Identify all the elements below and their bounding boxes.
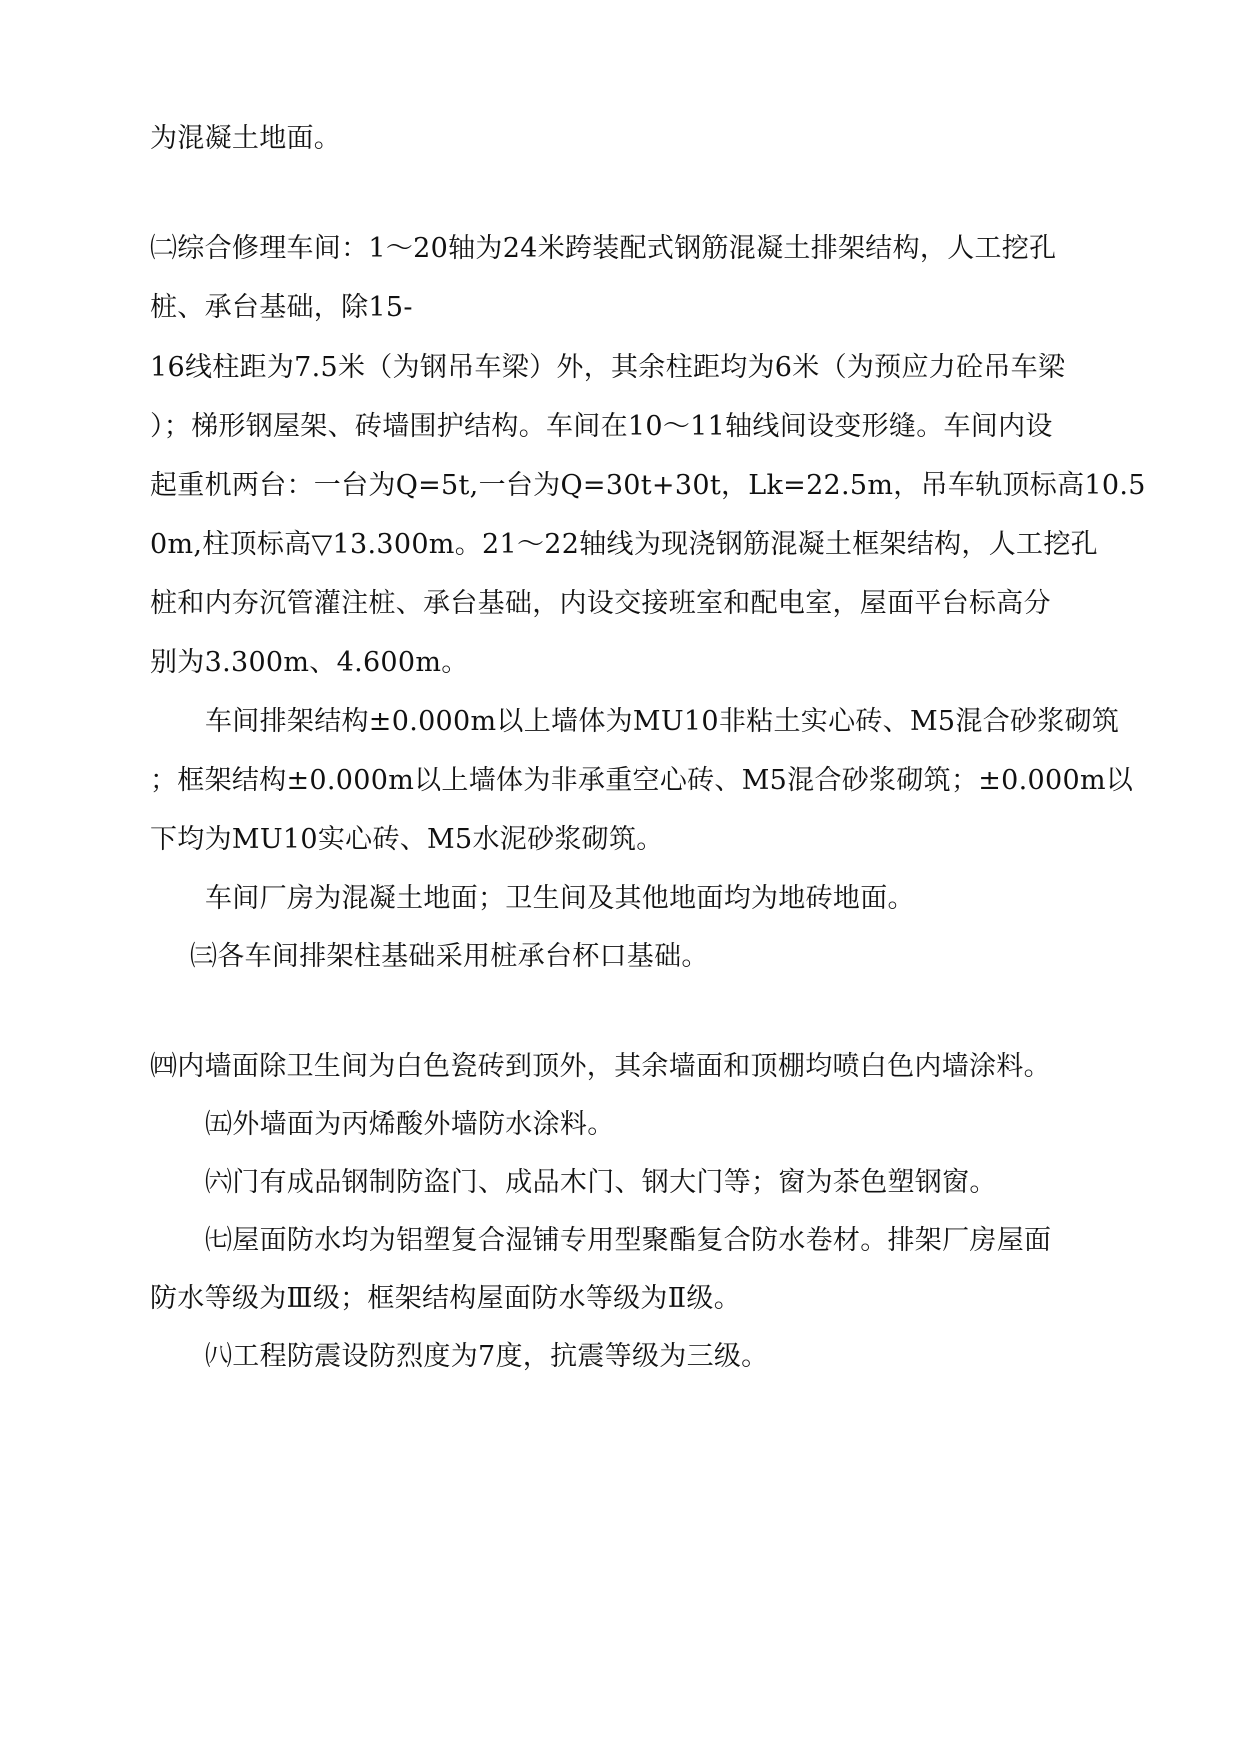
text-line: 0m,柱顶标高▽13.300m。21～22轴线为现浇钢筋混凝土框架结构，人工挖孔 <box>150 529 1098 560</box>
text-line: 桩和内夯沉管灌注桩、承台基础，内设交接班室和配电室，屋面平台标高分 <box>150 588 1051 619</box>
text-line: ；框架结构±0.000m以上墙体为非承重空心砖、M5混合砂浆砌筑；±0.000m以 <box>150 765 1134 796</box>
section-6-line: ㈥门有成品钢制防盗门、成品木门、钢大门等；窗为茶色塑钢窗。 <box>205 1167 997 1198</box>
text-line: 起重机两台：一台为Q=5t,一台为Q=30t+30t，Lk=22.5m，吊车轨顶标高10.5 <box>150 470 1146 501</box>
text-line: 为混凝土地面。 <box>150 123 342 154</box>
section-4-line: ㈣内墙面除卫生间为白色瓷砖到顶外，其余墙面和顶棚均喷白色内墙涂料。 <box>150 1051 1051 1082</box>
section-3-line: ㈢各车间排架柱基础采用桩承台杯口基础。 <box>190 941 709 972</box>
text-line: ）；梯形钢屋架、砖墙围护结构。车间在10～11轴线间设变形缝。车间内设 <box>150 411 1053 442</box>
text-line: 防水等级为Ⅲ级；框架结构屋面防水等级为Ⅱ级。 <box>150 1283 741 1314</box>
text-line: 16线柱距为7.5米（为钢吊车梁）外，其余柱距均为6米（为预应力砼吊车梁 <box>150 352 1066 383</box>
section-2-heading-line: ㈡综合修理车间：1～20轴为24米跨装配式钢筋混凝土排架结构，人工挖孔 <box>150 233 1057 264</box>
text-line: 车间排架结构±0.000m以上墙体为MU10非粘土实心砖、M5混合砂浆砌筑 <box>205 706 1120 737</box>
text-line: 桩、承台基础，除15- <box>150 292 413 323</box>
text-line: 下均为MU10实心砖、M5水泥砂浆砌筑。 <box>150 824 664 855</box>
section-7-line: ㈦屋面防水均为铝塑复合湿铺专用型聚酯复合防水卷材。排架厂房屋面 <box>205 1225 1052 1256</box>
text-line: 车间厂房为混凝土地面；卫生间及其他地面均为地砖地面。 <box>205 883 915 914</box>
section-5-line: ㈤外墙面为丙烯酸外墙防水涂料。 <box>205 1109 615 1140</box>
section-8-line: ㈧工程防震设防烈度为7度，抗震等级为三级。 <box>205 1341 769 1372</box>
text-line: 别为3.300m、4.600m。 <box>150 647 469 678</box>
